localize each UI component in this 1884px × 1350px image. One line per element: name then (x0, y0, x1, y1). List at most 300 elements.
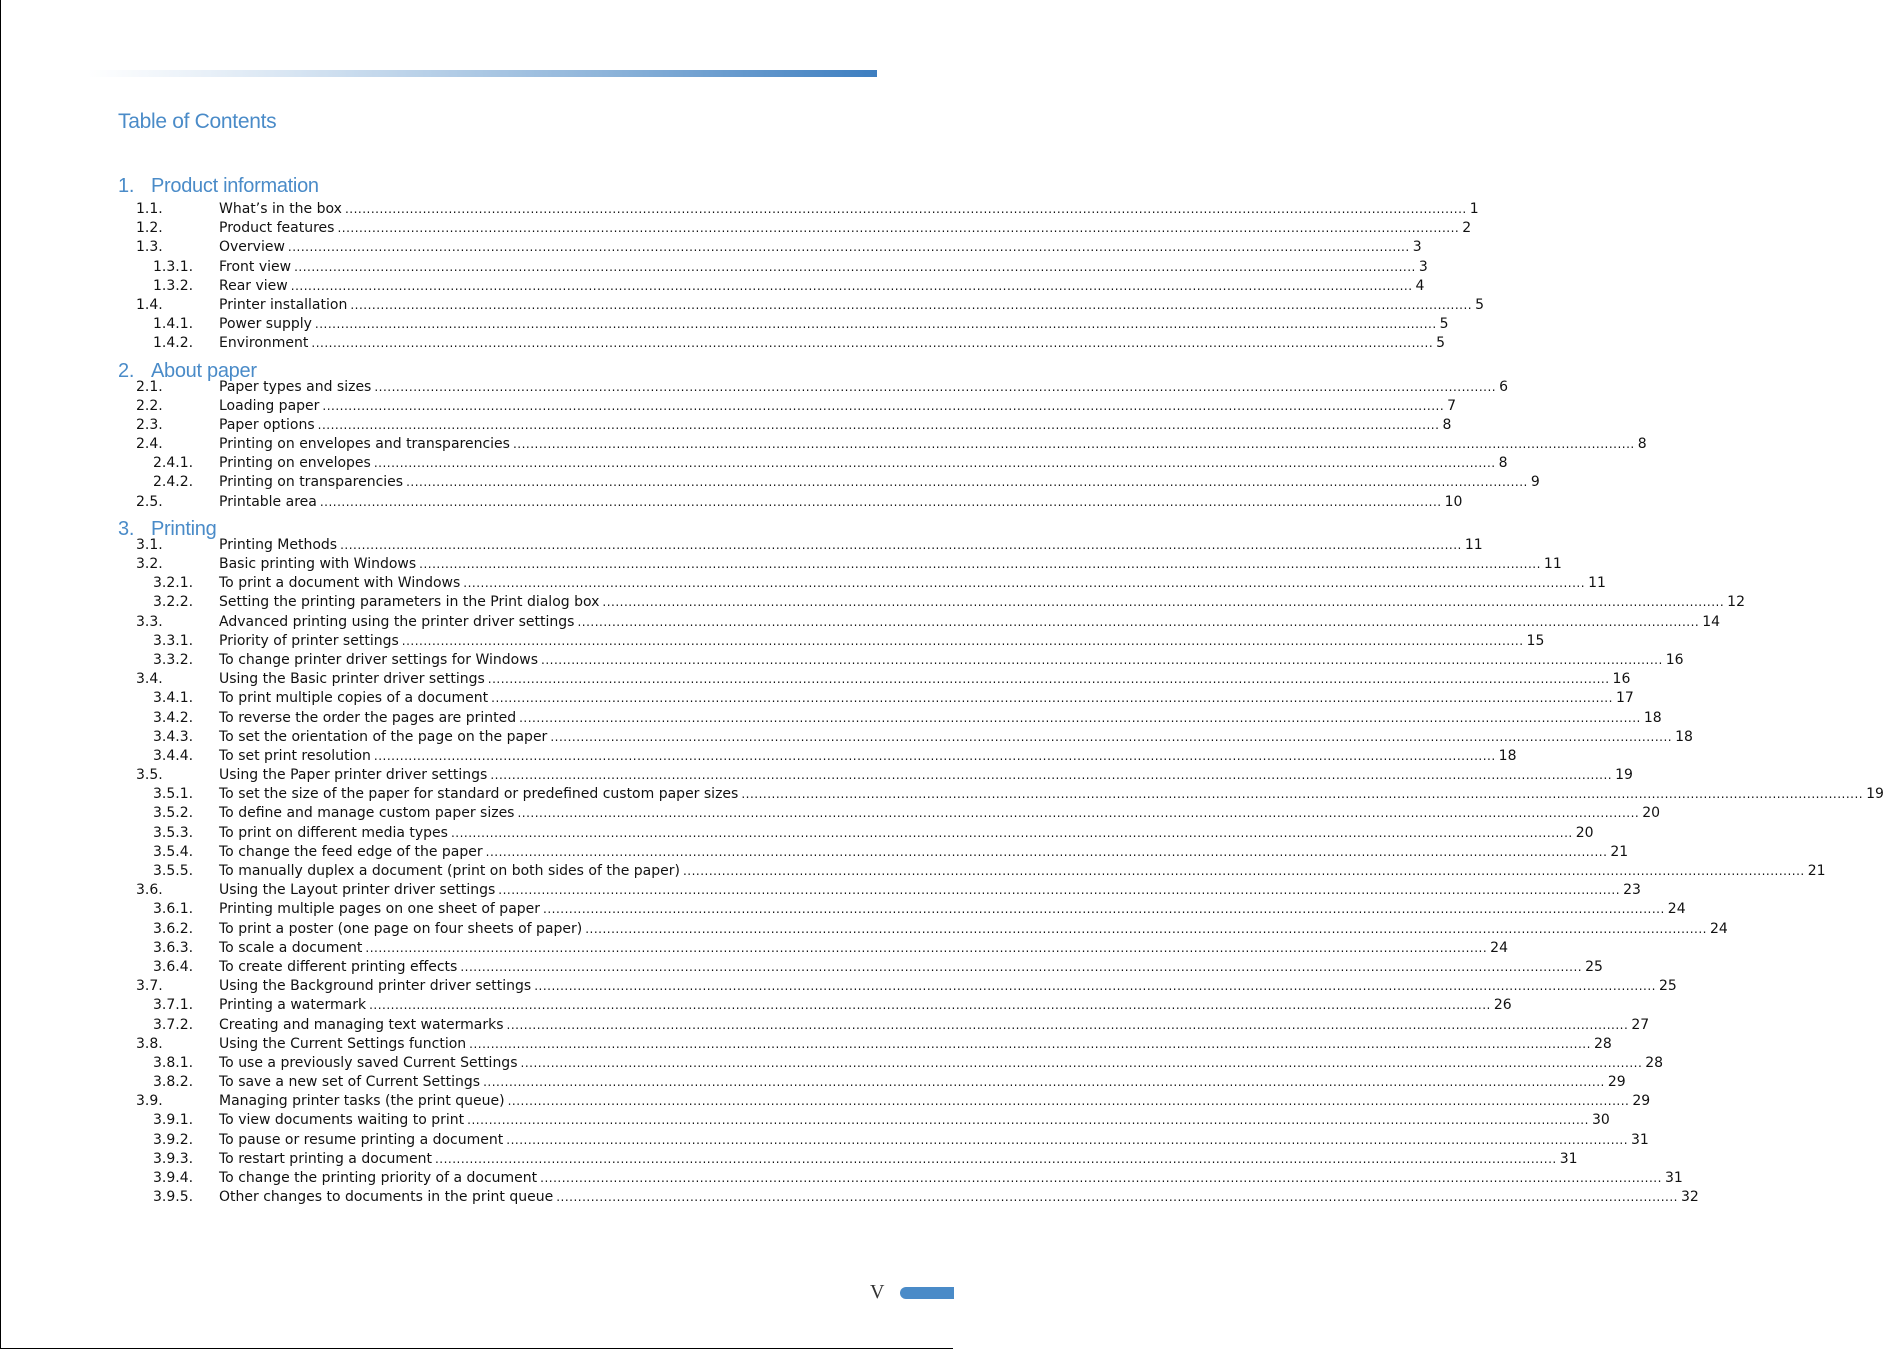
entry-number: 3.5.5. (153, 863, 194, 879)
entry-page-number: 31 (1664, 1170, 1683, 1186)
entry-page-number: 20 (1642, 805, 1661, 822)
entry-title: Using the Current Settings function (219, 1035, 467, 1052)
entry-page-number: 9 (1530, 474, 1540, 491)
dot-leader: .................................................................................................................................................................................................................................................................... (419, 557, 1541, 571)
toc-entry[interactable] (0, 1073, 1626, 1092)
entry-page-number: 4 (1415, 277, 1425, 294)
page-number: V (870, 1281, 885, 1303)
entry-title: To use a previously saved Current Settings (219, 1054, 518, 1071)
entry-title: To restart printing a document (219, 1150, 432, 1167)
entry-leader-line (219, 689, 1634, 708)
dot-leader: .................................................................................................................................................................................................................................................................... (373, 748, 1496, 763)
entry-leader-line (219, 670, 1631, 689)
chapter-number: 1. (118, 175, 135, 197)
toc-entry[interactable] (0, 881, 1641, 900)
toc-entry[interactable] (0, 378, 1509, 397)
entry-number: 1.3.1. (153, 258, 194, 275)
entry-number: 2.5. (136, 493, 163, 510)
dot-leader: .................................................................................................................................................................................................................................................................... (319, 494, 1442, 509)
toc-entry[interactable] (0, 315, 1449, 334)
toc-entry[interactable] (0, 939, 1508, 958)
entry-number: 3.7.1. (153, 997, 194, 1014)
entry-leader-line (219, 574, 1606, 593)
entry-page-number: 25 (1658, 978, 1677, 995)
dot-leader: .................................................................................................................................................................................................................................................................... (483, 1075, 1605, 1090)
entry-leader-line (219, 1016, 1650, 1035)
entry-leader-line (219, 1092, 1651, 1111)
entry-number: 2.4.1. (153, 455, 194, 472)
chapter-number: 2. (118, 359, 135, 382)
entry-number: 3.8.1. (153, 1054, 194, 1071)
entry-leader-line (219, 766, 1633, 785)
toc-entry[interactable] (0, 958, 1603, 977)
entry-page-number: 7 (1447, 397, 1457, 414)
dot-leader: .................................................................................................................................................................................................................................................................... (585, 921, 1707, 936)
entry-page-number: 10 (1444, 493, 1463, 510)
entry-leader-line (219, 1188, 1699, 1207)
toc-entry[interactable] (0, 238, 1422, 257)
dot-leader: .................................................................................................................................................................................................................................................................... (506, 1132, 1629, 1147)
entry-leader-line (219, 397, 1457, 416)
dot-leader: .................................................................................................................................................................................................................................................................... (287, 240, 1410, 255)
entry-number: 3.3.1. (153, 632, 194, 649)
dot-leader: .................................................................................................................................................................................................................................................................... (541, 652, 1663, 667)
entry-number: 3.9. (136, 1093, 163, 1110)
entry-title: To create different printing effects (219, 958, 458, 975)
entry-leader-line (219, 454, 1508, 473)
entry-leader-line (219, 1169, 1683, 1188)
toc-entry[interactable] (0, 862, 1826, 881)
entry-number: 1.4.2. (153, 335, 194, 352)
entry-number: 3.6.1. (153, 901, 194, 918)
toc-entry[interactable] (0, 334, 1446, 353)
chapter-number: 3. (118, 517, 135, 540)
header-gradient-bar (88, 70, 877, 77)
dot-leader: .................................................................................................................................................................................................................................................................... (506, 1017, 1629, 1032)
entry-leader-line (219, 862, 1826, 881)
dot-leader: .................................................................................................................................................................................................................................................................... (577, 614, 1700, 629)
dot-leader: .................................................................................................................................................................................................................................................................... (520, 1055, 1643, 1070)
entry-number: 2.2. (136, 397, 163, 414)
entry-title: Managing printer tasks (the print queue) (219, 1093, 505, 1110)
dot-leader: .................................................................................................................................................................................................................................................................... (512, 437, 1635, 452)
entry-title: To set the orientation of the page on the paper (219, 728, 548, 745)
entry-number: 2.4.2. (153, 474, 194, 491)
dot-leader: .................................................................................................................................................................................................................................................................... (556, 1190, 1678, 1205)
toc-entry[interactable] (0, 555, 1562, 574)
entry-number: 3.9.4. (153, 1170, 194, 1186)
entry-title: To set print resolution (219, 747, 371, 764)
entry-title: To change the printing priority of a document (219, 1170, 538, 1186)
entry-number: 3.9.3. (153, 1150, 194, 1167)
dot-leader: .................................................................................................................................................................................................................................................................... (460, 959, 1583, 974)
entry-leader-line (219, 613, 1721, 632)
entry-page-number: 21 (1807, 863, 1826, 879)
entry-page-number: 24 (1667, 901, 1686, 918)
entry-leader-line (219, 1035, 1612, 1054)
dot-leader: .................................................................................................................................................................................................................................................................... (365, 940, 1488, 955)
entry-leader-line (219, 277, 1425, 296)
entry-number: 3.2.2. (153, 594, 194, 611)
toc-chapter-heading[interactable] (0, 512, 954, 540)
entry-leader-line (219, 258, 1428, 277)
entry-page-number: 8 (1498, 455, 1508, 472)
entry-leader-line (219, 219, 1472, 238)
entry-page-number: 31 (1559, 1150, 1578, 1167)
entry-number: 3.6. (136, 882, 163, 899)
dot-leader: .................................................................................................................................................................................................................................................................... (311, 336, 1434, 351)
entry-page-number: 32 (1680, 1189, 1699, 1206)
entry-title: Printing a watermark (219, 997, 367, 1014)
toc-entry[interactable] (0, 900, 1686, 919)
dot-leader: .................................................................................................................................................................................................................................................................... (534, 979, 1656, 994)
toc-entry[interactable] (0, 1092, 1651, 1111)
entry-number: 1.4. (136, 296, 163, 313)
entry-page-number: 8 (1637, 436, 1647, 453)
entry-number: 3.7.2. (153, 1016, 194, 1033)
entry-leader-line (219, 996, 1512, 1015)
dot-leader: .................................................................................................................................................................................................................................................................... (350, 297, 1473, 312)
toc-entry[interactable] (0, 824, 1594, 843)
entry-page-number: 2 (1462, 220, 1472, 237)
toc-entry[interactable] (0, 593, 1745, 612)
entry-title: To print a poster (one page on four sheets of paper) (219, 920, 583, 937)
toc-entry[interactable] (0, 651, 1684, 670)
dot-leader: .................................................................................................................................................................................................................................................................... (401, 633, 1524, 648)
entry-number: 3.4.3. (153, 728, 194, 745)
entry-leader-line (219, 593, 1745, 612)
toc-entry[interactable] (0, 493, 1463, 512)
entry-number: 1.2. (136, 220, 163, 237)
entry-leader-line (219, 473, 1540, 492)
entry-title: Setting the printing parameters in the Print dialog box (219, 594, 600, 611)
entry-leader-line (219, 435, 1647, 454)
entry-page-number: 17 (1615, 690, 1634, 707)
toc-chapter-heading[interactable] (0, 170, 954, 200)
toc-entry[interactable] (0, 1035, 1612, 1054)
toc-entry[interactable] (0, 747, 1517, 766)
dot-leader: .................................................................................................................................................................................................................................................................... (517, 806, 1640, 821)
entry-page-number: 27 (1631, 1016, 1650, 1033)
entry-title: Advanced printing using the printer driver settings (219, 613, 575, 630)
entry-page-number: 5 (1436, 335, 1446, 352)
entry-page-number: 8 (1442, 416, 1452, 433)
toc-entry[interactable] (0, 574, 1606, 593)
entry-number: 3.5.1. (153, 786, 194, 803)
entry-title: Using the Layout printer driver settings (219, 882, 496, 899)
toc-entry[interactable] (0, 416, 1452, 435)
dot-leader: .................................................................................................................................................................................................................................................................... (682, 864, 1805, 878)
entry-title: Paper options (219, 416, 315, 433)
entry-title: Printing multiple pages on one sheet of paper (219, 901, 541, 918)
entry-page-number: 3 (1418, 258, 1428, 275)
toc-entry[interactable] (0, 728, 1693, 747)
entry-page-number: 20 (1575, 824, 1594, 841)
dot-leader: .................................................................................................................................................................................................................................................................... (491, 691, 1613, 706)
dot-leader: .................................................................................................................................................................................................................................................................... (463, 576, 1586, 591)
dot-leader: .................................................................................................................................................................................................................................................................... (498, 883, 1621, 898)
entry-title: Power supply (219, 316, 312, 333)
dot-leader: .................................................................................................................................................................................................................................................................... (373, 456, 1496, 471)
entry-page-number: 28 (1593, 1035, 1612, 1052)
entry-title: Printing on transparencies (219, 474, 404, 491)
toc-entry[interactable] (0, 1169, 1683, 1188)
entry-title: Printing Methods (219, 536, 338, 553)
entry-number: 1.3. (136, 239, 163, 256)
entry-leader-line (219, 900, 1686, 919)
entry-number: 3.6.4. (153, 958, 194, 975)
entry-leader-line (219, 536, 1483, 555)
entry-title: Paper types and sizes (219, 378, 372, 395)
entry-page-number: 18 (1498, 747, 1517, 764)
entry-number: 3.6.3. (153, 939, 194, 956)
dot-leader: .................................................................................................................................................................................................................................................................... (487, 672, 1610, 687)
entry-page-number: 29 (1632, 1093, 1651, 1110)
entry-number: 1.3.2. (153, 277, 194, 294)
entry-page-number: 18 (1675, 728, 1693, 745)
dot-leader: .................................................................................................................................................................................................................................................................... (317, 417, 1440, 432)
toc-entry[interactable] (0, 977, 1677, 996)
entry-number: 3.5.4. (153, 843, 194, 860)
entry-number: 3.2. (136, 556, 163, 572)
dot-leader: .................................................................................................................................................................................................................................................................... (550, 729, 1673, 744)
dot-leader: .................................................................................................................................................................................................................................................................... (290, 278, 1413, 293)
entry-number: 3.4.1. (153, 690, 194, 707)
toc-entry[interactable] (0, 454, 1508, 473)
dot-leader: .................................................................................................................................................................................................................................................................... (369, 998, 1491, 1013)
entry-page-number: 30 (1591, 1112, 1610, 1129)
toc-entry[interactable] (0, 1150, 1578, 1169)
toc-entry[interactable] (0, 536, 1483, 555)
entry-leader-line (219, 1054, 1664, 1073)
entry-leader-line (219, 200, 1479, 219)
entry-title: Printing on envelopes (219, 455, 371, 472)
page-title: Table of Contents (118, 110, 277, 133)
entry-title: To change the feed edge of the paper (219, 843, 483, 860)
entry-page-number: 23 (1623, 882, 1641, 899)
entry-leader-line (219, 238, 1422, 257)
entry-title: To view documents waiting to print (219, 1112, 465, 1129)
entry-title: Using the Basic printer driver settings (219, 671, 485, 688)
toc-entry[interactable] (0, 296, 1485, 315)
toc-entry[interactable] (0, 435, 1647, 454)
entry-page-number: 31 (1631, 1131, 1649, 1148)
toc-entry[interactable] (0, 397, 1457, 416)
chapter-title: Product information (151, 175, 319, 197)
entry-leader-line (219, 958, 1603, 977)
dot-leader: .................................................................................................................................................................................................................................................................... (406, 475, 1528, 490)
toc-entry[interactable] (0, 1016, 1650, 1035)
entry-page-number: 5 (1439, 316, 1449, 333)
entry-page-number: 19 (1615, 767, 1633, 784)
entry-page-number: 16 (1665, 651, 1684, 668)
toc-entry[interactable] (0, 200, 1479, 219)
entry-number: 3.7. (136, 978, 163, 995)
dot-leader: .................................................................................................................................................................................................................................................................... (519, 710, 1641, 725)
dot-leader: .................................................................................................................................................................................................................................................................... (540, 1171, 1662, 1185)
entry-leader-line (219, 1073, 1626, 1092)
dot-leader: .................................................................................................................................................................................................................................................................... (602, 595, 1725, 610)
entry-leader-line (219, 804, 1661, 823)
dot-leader: .................................................................................................................................................................................................................................................................... (322, 398, 1445, 413)
dot-leader: .................................................................................................................................................................................................................................................................... (337, 221, 1460, 236)
footer-accent-bar (900, 1287, 954, 1299)
entry-title: What’s in the box (219, 201, 342, 217)
entry-title: To print multiple copies of a document (219, 690, 489, 707)
entry-number: 3.4.4. (153, 747, 194, 764)
entry-number: 1.1. (136, 201, 163, 217)
entry-page-number: 24 (1490, 939, 1508, 956)
toc-entry[interactable] (0, 1111, 1610, 1130)
dot-leader: .................................................................................................................................................................................................................................................................... (294, 259, 1416, 274)
table-of-contents (0, 170, 1884, 1207)
entry-title: To set the size of the paper for standard or predefined custom paper sizes (219, 786, 739, 803)
entry-title: To print on different media types (219, 824, 448, 841)
entry-title: To pause or resume printing a document (219, 1131, 504, 1148)
toc-entry[interactable] (0, 632, 1545, 651)
entry-title: Priority of printer settings (219, 632, 399, 649)
toc-entry[interactable] (0, 1054, 1664, 1073)
dot-leader: .................................................................................................................................................................................................................................................................... (469, 1036, 1591, 1051)
entry-number: 3.9.2. (153, 1131, 194, 1148)
chapter-title: About paper (151, 359, 257, 382)
chapter-title: Printing (151, 517, 217, 540)
toc-entry[interactable] (0, 766, 1633, 785)
toc-entry[interactable] (0, 670, 1631, 689)
entry-title: Loading paper (219, 397, 320, 414)
entry-number: 3.4. (136, 671, 163, 688)
entry-title: Rear view (219, 277, 288, 294)
dot-leader: .................................................................................................................................................................................................................................................................... (340, 537, 1462, 552)
toc-entry[interactable] (0, 785, 1884, 804)
dot-leader: .................................................................................................................................................................................................................................................................... (490, 768, 1613, 783)
dot-leader: .................................................................................................................................................................................................................................................................... (507, 1094, 1630, 1109)
toc-entry[interactable] (0, 473, 1540, 492)
entry-page-number: 19 (1866, 786, 1884, 803)
entry-number: 2.3. (136, 416, 163, 433)
entry-leader-line (219, 651, 1684, 670)
entry-title: To scale a document (219, 939, 363, 956)
entry-leader-line (219, 747, 1517, 766)
dot-leader: .................................................................................................................................................................................................................................................................... (485, 844, 1608, 859)
entry-number: 3.6.2. (153, 920, 194, 937)
entry-number: 3.9.5. (153, 1189, 194, 1206)
entry-title: Printer installation (219, 296, 348, 313)
toc-entry[interactable] (0, 258, 1428, 277)
dot-leader: .................................................................................................................................................................................................................................................................... (314, 317, 1437, 332)
entry-title: Using the Paper printer driver settings (219, 767, 488, 784)
toc-entry[interactable] (0, 277, 1425, 296)
toc-entry[interactable] (0, 709, 1662, 728)
toc-entry[interactable] (0, 804, 1661, 823)
entry-number: 2.1. (136, 378, 163, 395)
entry-title: Basic printing with Windows (219, 556, 417, 572)
toc-entry[interactable] (0, 689, 1634, 708)
entry-page-number: 14 (1702, 613, 1721, 630)
entry-number: 3.4.2. (153, 709, 194, 726)
entry-page-number: 26 (1493, 997, 1512, 1014)
entry-title: To change printer driver settings for Windows (219, 651, 538, 668)
entry-page-number: 21 (1610, 843, 1629, 860)
entry-leader-line (219, 1131, 1649, 1150)
dot-leader: .................................................................................................................................................................................................................................................................... (344, 202, 1467, 216)
entry-page-number: 16 (1612, 671, 1631, 688)
entry-title: To save a new set of Current Settings (219, 1074, 481, 1091)
entry-page-number: 28 (1645, 1054, 1664, 1071)
entry-number: 3.5.3. (153, 824, 194, 841)
entry-leader-line (219, 709, 1662, 728)
entry-title: To reverse the order the pages are printed (219, 709, 517, 726)
dot-leader: .................................................................................................................................................................................................................................................................... (741, 787, 1864, 802)
entry-title: Printable area (219, 493, 317, 510)
entry-leader-line (219, 1111, 1610, 1130)
entry-page-number: 3 (1412, 239, 1422, 256)
entry-page-number: 29 (1607, 1074, 1626, 1091)
entry-title: Printing on envelopes and transparencies (219, 436, 510, 453)
toc-entry[interactable] (0, 996, 1512, 1015)
entry-number: 1.4.1. (153, 316, 194, 333)
entry-number: 3.1. (136, 536, 163, 553)
entry-title: To define and manage custom paper sizes (219, 805, 515, 822)
entry-page-number: 6 (1499, 378, 1509, 395)
entry-page-number: 18 (1643, 709, 1662, 726)
entry-leader-line (219, 939, 1508, 958)
entry-title: Using the Background printer driver settings (219, 978, 532, 995)
entry-number: 3.5.2. (153, 805, 194, 822)
toc-entry[interactable] (0, 613, 1721, 632)
entry-number: 3.3. (136, 613, 163, 630)
entry-title: Creating and managing text watermarks (219, 1016, 504, 1033)
toc-entry[interactable] (0, 219, 1472, 238)
dot-leader: .................................................................................................................................................................................................................................................................... (374, 379, 1497, 394)
entry-page-number: 11 (1464, 536, 1483, 553)
entry-title: To manually duplex a document (print on both sides of the paper) (219, 863, 680, 879)
entry-leader-line (219, 881, 1641, 900)
entry-number: 3.8. (136, 1035, 163, 1052)
dot-leader: .................................................................................................................................................................................................................................................................... (467, 1113, 1589, 1128)
entry-page-number: 5 (1475, 296, 1485, 313)
entry-leader-line (219, 334, 1446, 353)
dot-leader: .................................................................................................................................................................................................................................................................... (450, 825, 1573, 840)
entry-leader-line (219, 416, 1452, 435)
entry-number: 3.5. (136, 767, 163, 784)
toc-chapter-heading[interactable] (0, 354, 954, 382)
dot-leader: .................................................................................................................................................................................................................................................................... (543, 902, 1665, 917)
entry-page-number: 12 (1727, 594, 1745, 611)
entry-leader-line (219, 728, 1693, 747)
dot-leader: .................................................................................................................................................................................................................................................................... (434, 1151, 1557, 1166)
toc-entry[interactable] (0, 920, 1728, 939)
entry-page-number: 11 (1543, 556, 1562, 572)
entry-leader-line (219, 378, 1509, 397)
entry-page-number: 11 (1588, 575, 1606, 592)
entry-leader-line (219, 632, 1545, 651)
entry-page-number: 1 (1469, 201, 1479, 217)
entry-title: To print a document with Windows (219, 575, 461, 592)
entry-number: 3.3.2. (153, 651, 194, 668)
entry-page-number: 25 (1585, 958, 1603, 975)
entry-title: Product features (219, 220, 335, 237)
entry-leader-line (219, 555, 1562, 574)
entry-title: Environment (219, 335, 309, 352)
toc-entry[interactable] (0, 843, 1629, 862)
entry-leader-line (219, 296, 1485, 315)
entry-leader-line (219, 1150, 1578, 1169)
entry-leader-line (219, 920, 1728, 939)
toc-entry[interactable] (0, 1188, 1699, 1207)
toc-entry[interactable] (0, 1131, 1649, 1150)
entry-page-number: 15 (1526, 632, 1545, 649)
